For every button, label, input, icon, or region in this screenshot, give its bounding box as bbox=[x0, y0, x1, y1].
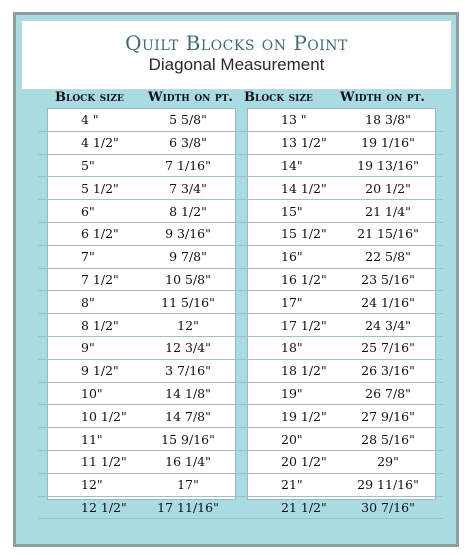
block-size-cell: 14" bbox=[281, 157, 303, 173]
table-row bbox=[238, 155, 443, 178]
chart-subtitle: Diagonal Measurement bbox=[148, 55, 325, 74]
table-row bbox=[38, 223, 243, 246]
width-on-point-cell: 26 7/8" bbox=[365, 385, 411, 401]
width-on-point-cell: 27 9/16" bbox=[361, 408, 415, 424]
table-row bbox=[238, 405, 443, 428]
block-size-cell: 8 1/2" bbox=[81, 317, 119, 333]
block-size-cell: 7" bbox=[81, 249, 95, 265]
block-size-cell: 17" bbox=[281, 294, 303, 310]
title-box bbox=[21, 20, 452, 90]
table-row bbox=[238, 360, 443, 383]
width-on-point-cell: 29 11/16" bbox=[357, 477, 419, 493]
width-on-point-cell: 28 5/16" bbox=[361, 431, 415, 447]
block-size-cell: 5" bbox=[81, 157, 95, 173]
table-row bbox=[38, 314, 243, 337]
block-size-cell: 7 1/2" bbox=[81, 271, 119, 287]
width-on-point-cell: 18 3/8" bbox=[365, 112, 411, 128]
block-size-cell: 4 " bbox=[81, 112, 99, 128]
table-row bbox=[238, 337, 443, 360]
width-on-point-cell: 14 7/8" bbox=[165, 408, 211, 424]
block-size-cell: 16 1/2" bbox=[281, 271, 327, 287]
table-row bbox=[238, 383, 443, 406]
right-table bbox=[238, 109, 443, 519]
header-width-right: Width on pt. bbox=[340, 90, 425, 105]
table-row bbox=[238, 177, 443, 200]
block-size-cell: 21" bbox=[281, 477, 303, 493]
table-row bbox=[38, 155, 243, 178]
chart-title: Quilt Blocks on Point bbox=[125, 31, 348, 55]
table-row bbox=[38, 428, 243, 451]
width-on-point-cell: 12" bbox=[177, 317, 199, 333]
width-on-point-cell: 30 7/16" bbox=[361, 499, 415, 515]
table-row bbox=[38, 132, 243, 155]
header-block-size-left: Block size bbox=[55, 90, 124, 105]
block-size-cell: 17 1/2" bbox=[281, 317, 327, 333]
width-on-point-cell: 21 1/4" bbox=[365, 203, 411, 219]
table-row bbox=[238, 428, 443, 451]
table-row bbox=[238, 132, 443, 155]
width-on-point-cell: 3 7/16" bbox=[165, 363, 211, 379]
width-on-point-cell: 21 15/16" bbox=[357, 226, 419, 242]
table-row bbox=[238, 109, 443, 132]
width-on-point-cell: 25 7/16" bbox=[361, 340, 415, 356]
width-on-point-cell: 9 3/16" bbox=[165, 226, 211, 242]
block-size-cell: 8" bbox=[81, 294, 95, 310]
block-size-cell: 10" bbox=[81, 385, 103, 401]
table-row bbox=[238, 246, 443, 269]
width-on-point-cell: 8 1/2" bbox=[169, 203, 207, 219]
table-row bbox=[38, 177, 243, 200]
table-row bbox=[238, 291, 443, 314]
block-size-cell: 12 1/2" bbox=[81, 499, 127, 515]
block-size-cell: 15" bbox=[281, 203, 303, 219]
width-on-point-cell: 5 5/8" bbox=[169, 112, 207, 128]
table-row bbox=[238, 200, 443, 223]
width-on-point-cell: 19 13/16" bbox=[357, 157, 419, 173]
table-row bbox=[38, 451, 243, 474]
left-table bbox=[38, 109, 243, 519]
block-size-cell: 6" bbox=[81, 203, 95, 219]
width-on-point-cell: 24 1/16" bbox=[361, 294, 415, 310]
block-size-cell: 4 1/2" bbox=[81, 135, 119, 151]
width-on-point-cell: 11 5/16" bbox=[161, 294, 215, 310]
block-size-cell: 11 1/2" bbox=[81, 454, 127, 470]
table-row bbox=[38, 360, 243, 383]
block-size-cell: 9" bbox=[81, 340, 95, 356]
block-size-cell: 15 1/2" bbox=[281, 226, 327, 242]
block-size-cell: 11" bbox=[81, 431, 103, 447]
width-on-point-cell: 17" bbox=[177, 477, 199, 493]
block-size-cell: 12" bbox=[81, 477, 103, 493]
block-size-cell: 5 1/2" bbox=[81, 180, 119, 196]
block-size-cell: 18" bbox=[281, 340, 303, 356]
table-row bbox=[238, 314, 443, 337]
block-size-cell: 19" bbox=[281, 385, 303, 401]
table-row bbox=[38, 246, 243, 269]
block-size-cell: 20 1/2" bbox=[281, 454, 327, 470]
block-size-cell: 9 1/2" bbox=[81, 363, 119, 379]
width-on-point-cell: 14 1/8" bbox=[165, 385, 211, 401]
block-size-cell: 20" bbox=[281, 431, 303, 447]
table-row bbox=[38, 497, 243, 520]
width-on-point-cell: 9 7/8" bbox=[169, 249, 207, 265]
width-on-point-cell: 17 11/16" bbox=[157, 499, 219, 515]
table-row bbox=[38, 291, 243, 314]
header-block-size-right: Block size bbox=[244, 90, 313, 105]
width-on-point-cell: 12 3/4" bbox=[165, 340, 211, 356]
width-on-point-cell: 7 1/16" bbox=[165, 157, 211, 173]
width-on-point-cell: 29" bbox=[377, 454, 399, 470]
width-on-point-cell: 19 1/16" bbox=[361, 135, 415, 151]
block-size-cell: 18 1/2" bbox=[281, 363, 327, 379]
table-row bbox=[238, 269, 443, 292]
width-on-point-cell: 6 3/8" bbox=[169, 135, 207, 151]
table-row bbox=[38, 474, 243, 497]
block-size-cell: 13 1/2" bbox=[281, 135, 327, 151]
table-row bbox=[38, 383, 243, 406]
table-row bbox=[38, 269, 243, 292]
width-on-point-cell: 23 5/16" bbox=[361, 271, 415, 287]
width-on-point-cell: 22 5/8" bbox=[365, 249, 411, 265]
width-on-point-cell: 16 1/4" bbox=[165, 454, 211, 470]
block-size-cell: 13 " bbox=[281, 112, 307, 128]
block-size-cell: 14 1/2" bbox=[281, 180, 327, 196]
table-row bbox=[38, 337, 243, 360]
table-row bbox=[238, 451, 443, 474]
block-size-cell: 10 1/2" bbox=[81, 408, 127, 424]
block-size-cell: 19 1/2" bbox=[281, 408, 327, 424]
table-row bbox=[238, 223, 443, 246]
block-size-cell: 16" bbox=[281, 249, 303, 265]
table-row bbox=[238, 474, 443, 497]
block-size-cell: 21 1/2" bbox=[281, 499, 327, 515]
table-row bbox=[38, 109, 243, 132]
width-on-point-cell: 15 9/16" bbox=[161, 431, 215, 447]
table-row bbox=[38, 405, 243, 428]
table-row bbox=[238, 497, 443, 520]
width-on-point-cell: 10 5/8" bbox=[165, 271, 211, 287]
table-row bbox=[38, 200, 243, 223]
header-width-left: Width on pt. bbox=[148, 90, 233, 105]
block-size-cell: 6 1/2" bbox=[81, 226, 119, 242]
width-on-point-cell: 26 3/16" bbox=[361, 363, 415, 379]
width-on-point-cell: 20 1/2" bbox=[365, 180, 411, 196]
width-on-point-cell: 7 3/4" bbox=[169, 180, 207, 196]
width-on-point-cell: 24 3/4" bbox=[365, 317, 411, 333]
